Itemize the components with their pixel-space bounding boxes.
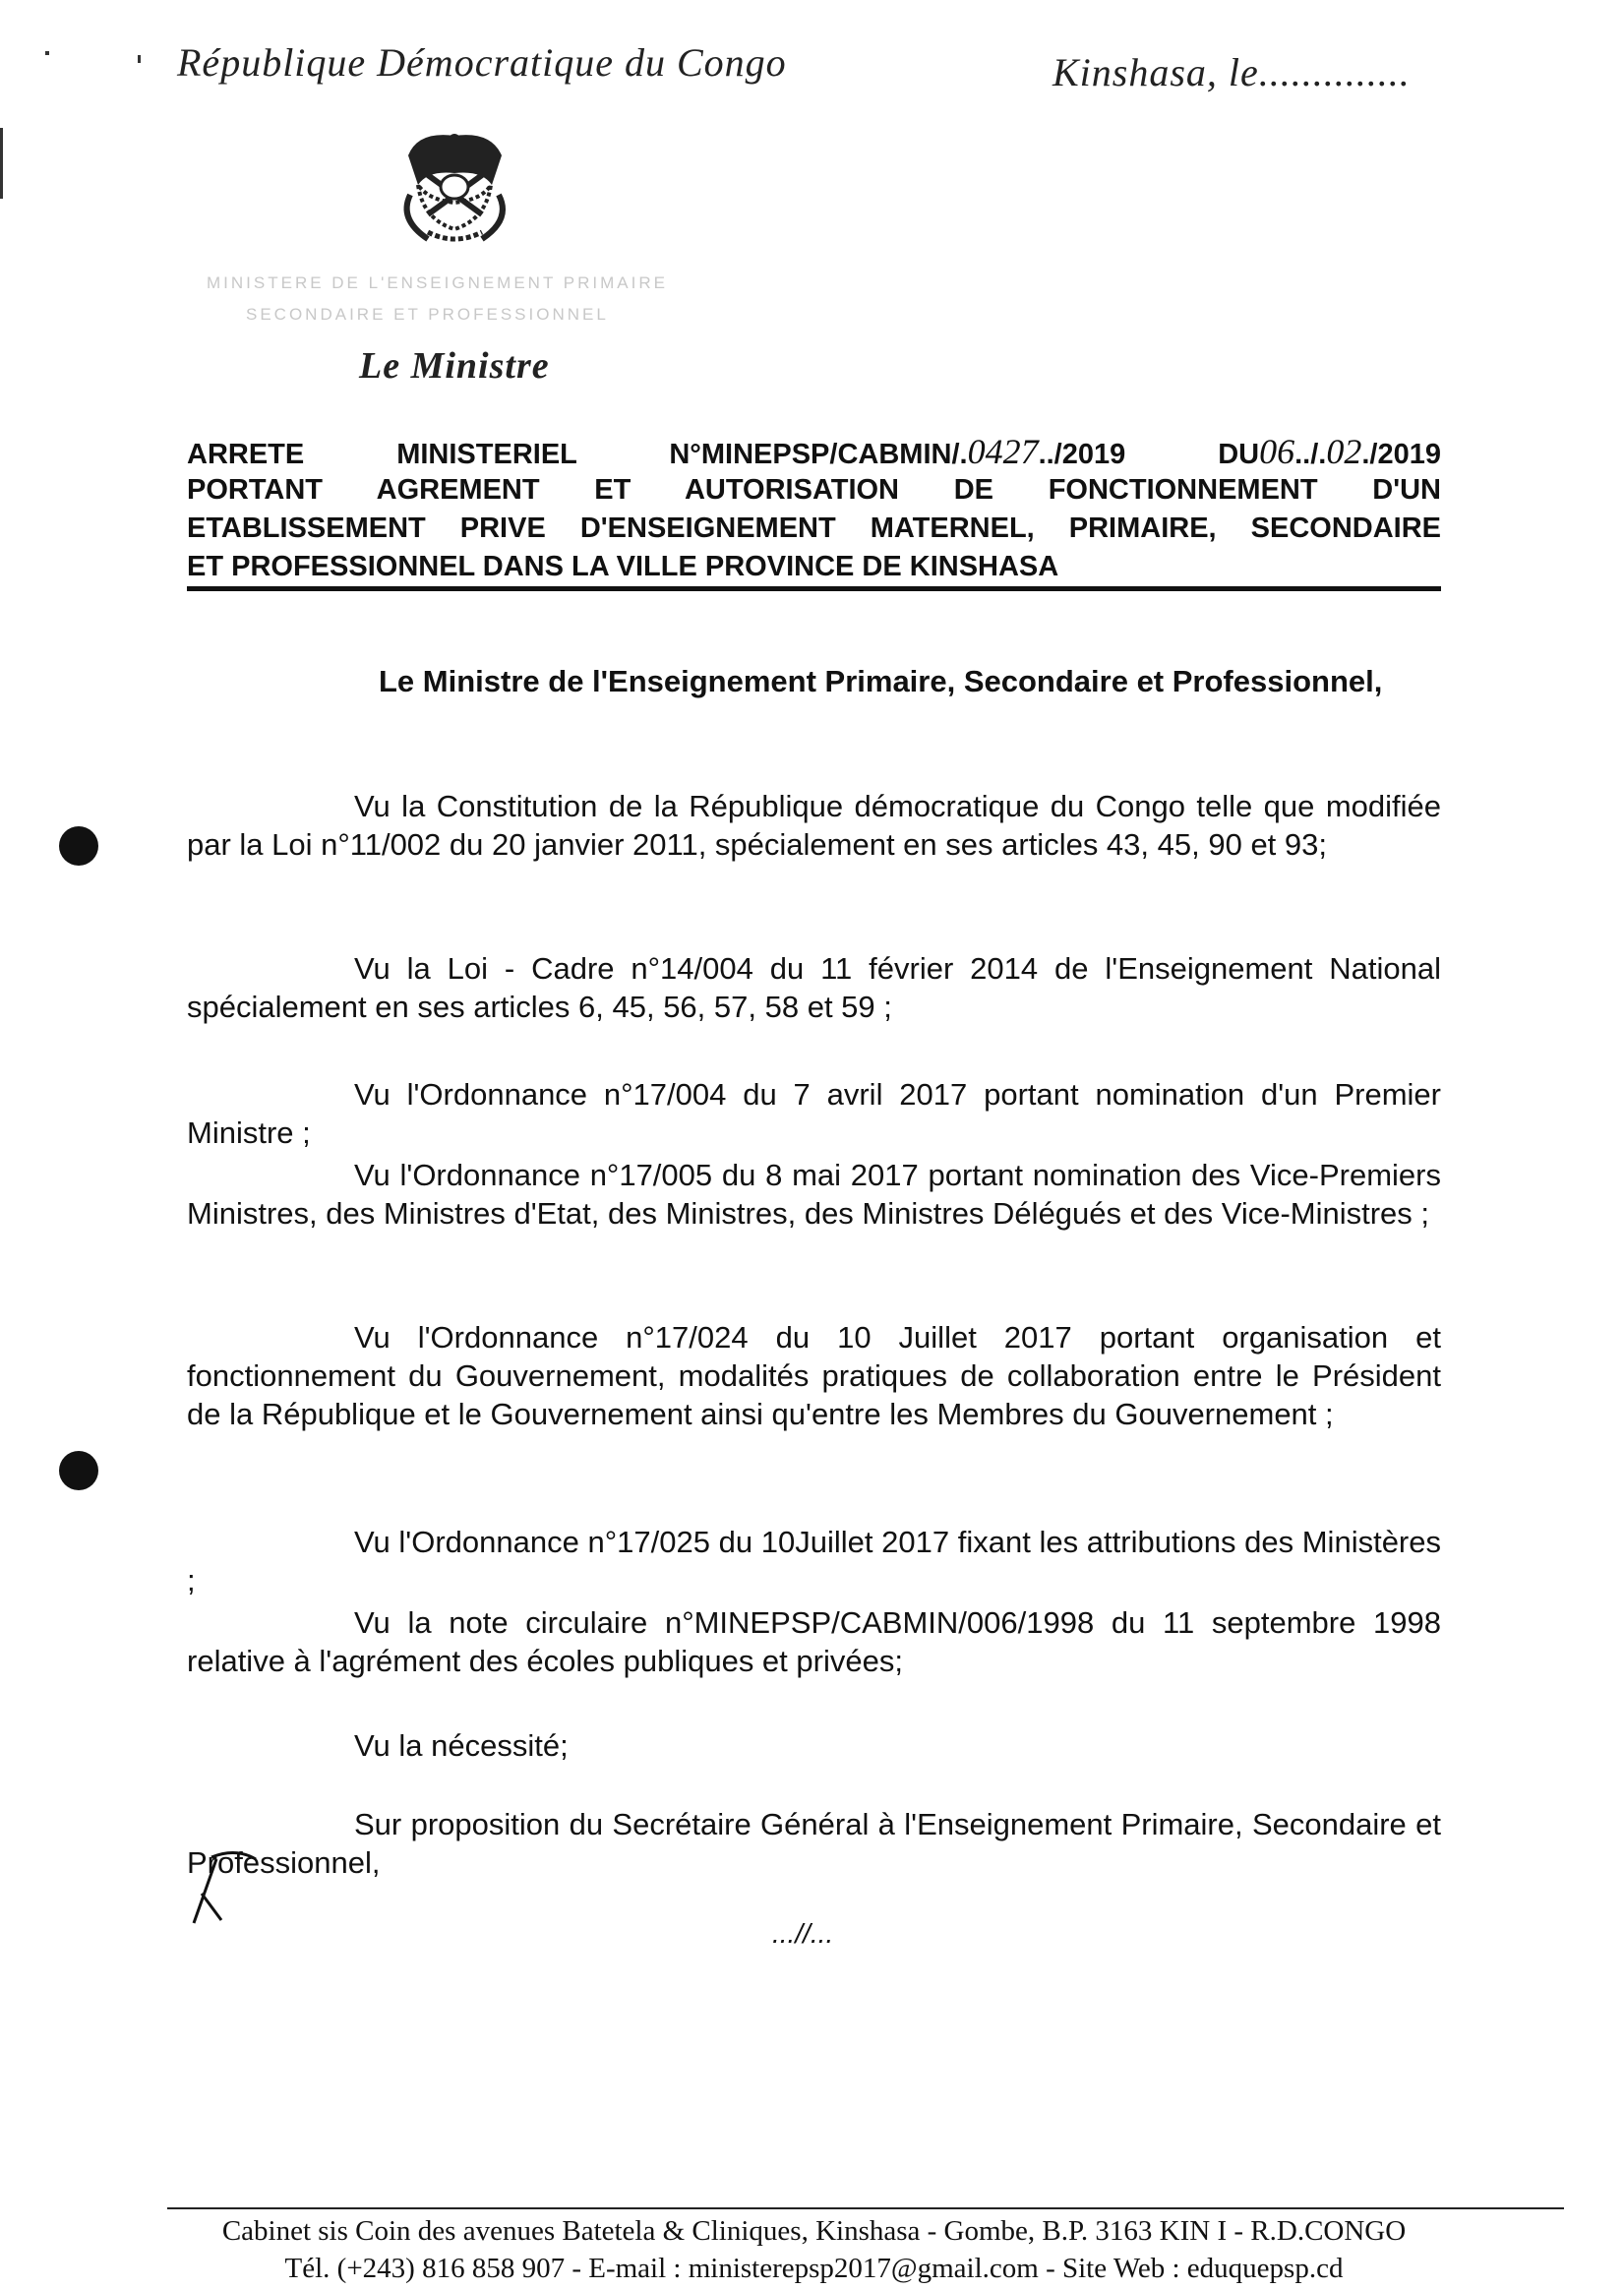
decree-word-arrete: ARRETE <box>187 439 305 470</box>
date-dots: .............. <box>1258 50 1411 94</box>
footer-contact: Tél. (+243) 816 858 907 - E-mail : ministerepsp2017@gmail.com - Site Web : eduquepsp.cd <box>284 2253 1344 2284</box>
place-date-label: Kinshasa, le <box>1053 50 1259 94</box>
considerant-ordonnance-17-024: Vu l'Ordonnance n°17/024 du 10 Juillet 2017 portant organisation et fonctionnement du Gouvernement, modalités pratiques de collaboration entre le Président de la République et le Gouvernement ainsi qu'entre les Membres du Gouvernement ; <box>187 1320 1441 1431</box>
decree-title-line-4: ET PROFESSIONNEL DANS LA VILLE PROVINCE DE KINSHASA <box>187 551 1059 582</box>
considerant-constitution: Vu la Constitution de la République démocratique du Congo telle que modifiée par la Loi n°11/002 du 20 janvier 2011, spécialement en ses articles 43, 45, 90 et 93; <box>187 789 1441 862</box>
scan-mark <box>0 128 3 199</box>
punch-hole-icon <box>59 1451 98 1490</box>
title-underline <box>187 586 1441 591</box>
handwritten-paraph <box>182 1849 271 1928</box>
decree-word-ministeriel: MINISTERIEL <box>396 439 577 470</box>
place-date <box>1053 49 1411 95</box>
footer-address: Cabinet sis Coin des avenues Batetela & Cliniques, Kinshasa - Gombe, B.P. 3163 KIN I - R.D.CONGO <box>221 2215 1407 2247</box>
considerant-ordonnance-17-025: Vu l'Ordonnance n°17/025 du 10Juillet 2017 fixant les attributions des Ministères ; <box>187 1525 1441 1597</box>
considerant-necessite: Vu la nécessité; <box>354 1728 569 1763</box>
continued-marker: ...//... <box>772 1918 834 1949</box>
considerant-ordonnance-17-005: Vu l'Ordonnance n°17/005 du 8 mai 2017 portant nomination des Vice-Premiers Ministres, des Ministres d'Etat, des Ministres, des Ministres Délégués et des Vice-Ministres ; <box>187 1158 1441 1231</box>
country-heading: République Démocratique du Congo <box>177 40 787 85</box>
decree-ref-year: ../2019 <box>1038 439 1126 470</box>
considerant-proposition: Sur proposition du Secrétaire Général à l'Enseignement Primaire, Secondaire et Professionnel, <box>187 1807 1441 1880</box>
leopard-head-coat-of-arms-icon <box>389 126 521 249</box>
decree-date-year: ./2019 <box>1361 439 1441 470</box>
decree-title-line-2: PORTANT AGREMENT ET AUTORISATION DE FONCTIONNEMENT D'UN <box>187 474 1441 506</box>
considerant-loi-cadre: Vu la Loi - Cadre n°14/004 du 11 février 2014 de l'Enseignement National spécialement en ses articles 6, 45, 56, 57, 58 et 59 ; <box>187 951 1441 1024</box>
decree-number-handwritten: 0427 <box>967 432 1039 471</box>
decree-day-handwritten: 06 <box>1259 432 1295 471</box>
decree-date <box>1218 432 1441 471</box>
decree-title-line-3: ETABLISSEMENT PRIVE D'ENSEIGNEMENT MATERNEL, PRIMAIRE, SECONDAIRE <box>187 512 1441 544</box>
considerant-ordonnance-17-004: Vu l'Ordonnance n°17/004 du 7 avril 2017 portant nomination d'un Premier Ministre ; <box>187 1077 1441 1150</box>
decree-title-line-1 <box>187 433 1441 474</box>
punch-hole-icon <box>59 826 98 866</box>
decree-ref-prefix: N°MINEPSP/CABMIN/. <box>669 439 968 470</box>
scan-mark <box>45 51 49 55</box>
considerant-note-circulaire: Vu la note circulaire n°MINEPSP/CABMIN/006/1998 du 11 septembre 1998 relative à l'agrément des écoles publiques et privées; <box>187 1605 1441 1678</box>
decree-date-sep: ../. <box>1294 439 1327 470</box>
decree-reference <box>669 432 1126 471</box>
decree-month-handwritten: 02 <box>1326 432 1362 471</box>
footer-rule <box>167 2207 1564 2209</box>
ministry-line-1: MINISTERE DE L'ENSEIGNEMENT PRIMAIRE <box>207 273 668 292</box>
ministry-line-2: SECONDAIRE ET PROFESSIONNEL <box>246 305 609 324</box>
signatory-title: Le Ministre <box>359 345 550 387</box>
minister-heading: Le Ministre de l'Enseignement Primaire, Secondaire et Professionnel, <box>379 664 1383 698</box>
decree-date-du: DU <box>1218 439 1260 470</box>
scan-mark <box>138 55 141 63</box>
